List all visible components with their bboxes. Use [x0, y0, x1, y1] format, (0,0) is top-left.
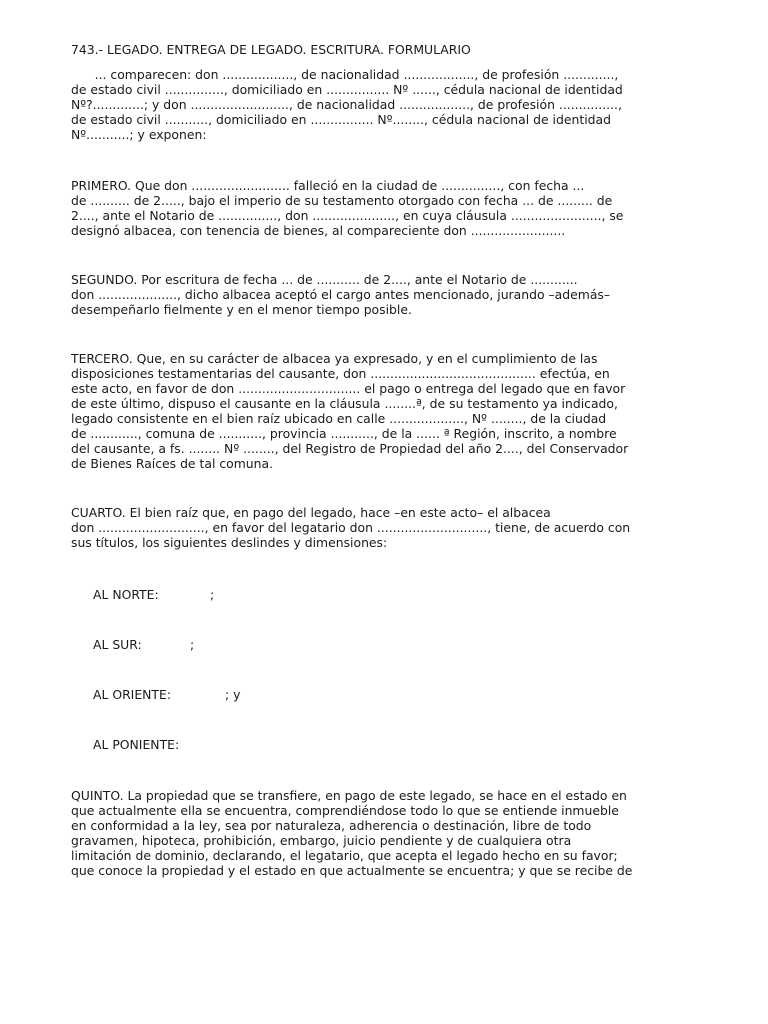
paragraph-line: 2...., ante el Notario de ..............., don ....................., en cuya cláusula ......................., se [71, 208, 624, 223]
paragraph-line: del causante, a fs. ........ Nº ........, del Registro de Propiedad del año 2...., del Conservador [71, 441, 629, 456]
paragraph-line: de estado civil ..........., domiciliado en ................ Nº........, cédula nacional de identidad [71, 112, 611, 127]
boundary-sur-label: AL SUR: [93, 637, 142, 652]
paragraph-line: que conoce la propiedad y el estado en que actualmente se encuentra; y que se recibe de [71, 863, 633, 878]
paragraph-line: SEGUNDO. Por escritura de fecha ... de ........... de 2...., ante el Notario de ............ [71, 272, 578, 287]
paragraph-line: Nº?.............; y don ........................., de nacionalidad .................., de profesión ..............., [71, 97, 622, 112]
paragraph-line: designó albacea, con tenencia de bienes, al compareciente don ........................ [71, 223, 566, 238]
paragraph-line: PRIMERO. Que don ......................... falleció en la ciudad de ..............., con fecha ... [71, 178, 585, 193]
paragraph-line: legado consistente en el bien raíz ubicado en calle ..................., Nº ........, de la ciudad [71, 411, 607, 426]
paragraph-line: este acto, en favor de don ............................... el pago o entrega del legado que en favor [71, 381, 626, 396]
document-title: 743.- LEGADO. ENTREGA DE LEGADO. ESCRITURA. FORMULARIO [71, 42, 471, 57]
paragraph-line: TERCERO. Que, en su carácter de albacea ya expresado, y en el cumplimiento de las [71, 351, 598, 366]
paragraph-line: de .......... de 2....., bajo el imperio de su testamento otorgado con fecha ... de ......... de [71, 193, 613, 208]
paragraph-line: CUARTO. El bien raíz que, en pago del legado, hace –en este acto– el albacea [71, 505, 551, 520]
paragraph-line: en conformidad a la ley, sea por naturaleza, adherencia o destinación, libre de todo [71, 818, 592, 833]
paragraph-line: de estado civil ..............., domiciliado en ................ Nº ......, cédula nacional de identidad [71, 82, 623, 97]
boundary-norte-label: AL NORTE: [93, 587, 159, 602]
paragraph-line: disposiciones testamentarias del causante, don .......................................... efectúa, en [71, 366, 610, 381]
paragraph-line: QUINTO. La propiedad que se transfiere, en pago de este legado, se hace en el estado en [71, 788, 627, 803]
paragraph-line: de ............, comuna de ..........., provincia ..........., de la ...... ª Región, inscrito, a nombre [71, 426, 617, 441]
boundary-oriente-label: AL ORIENTE: [93, 687, 172, 702]
paragraph-line: limitación de dominio, declarando, el legatario, que acepta el legado hecho en su favor; [71, 848, 618, 863]
paragraph-line: Nº...........; y exponen: [71, 127, 207, 142]
paragraph-line: desempeñarlo fielmente y en el menor tiempo posible. [71, 302, 412, 317]
boundary-norte-separator: ; [210, 587, 215, 602]
paragraph-line: gravamen, hipoteca, prohibición, embargo, juicio pendiente y de cualquiera otra [71, 833, 572, 848]
paragraph-line: que actualmente ella se encuentra, comprendiéndose todo lo que se entiende inmueble [71, 803, 619, 818]
boundary-oriente-separator: ; y [225, 687, 241, 702]
paragraph-line: don ..........................., en favor del legatario don ............................, tiene, de acuerdo con [71, 520, 631, 535]
paragraph-line: sus títulos, los siguientes deslindes y dimensiones: [71, 535, 388, 550]
paragraph-line: de este último, dispuso el causante en la cláusula ........ª, de su testamento ya indicado, [71, 396, 618, 411]
boundary-poniente-label: AL PONIENTE: [93, 737, 180, 752]
paragraph-line: ... comparecen: don .................., de nacionalidad .................., de profesión ............., [71, 67, 619, 82]
paragraph-line: don ...................., dicho albacea aceptó el cargo antes mencionado, jurando –además– [71, 287, 611, 302]
paragraph-line: de Bienes Raíces de tal comuna. [71, 456, 274, 471]
boundary-sur-separator: ; [190, 637, 195, 652]
